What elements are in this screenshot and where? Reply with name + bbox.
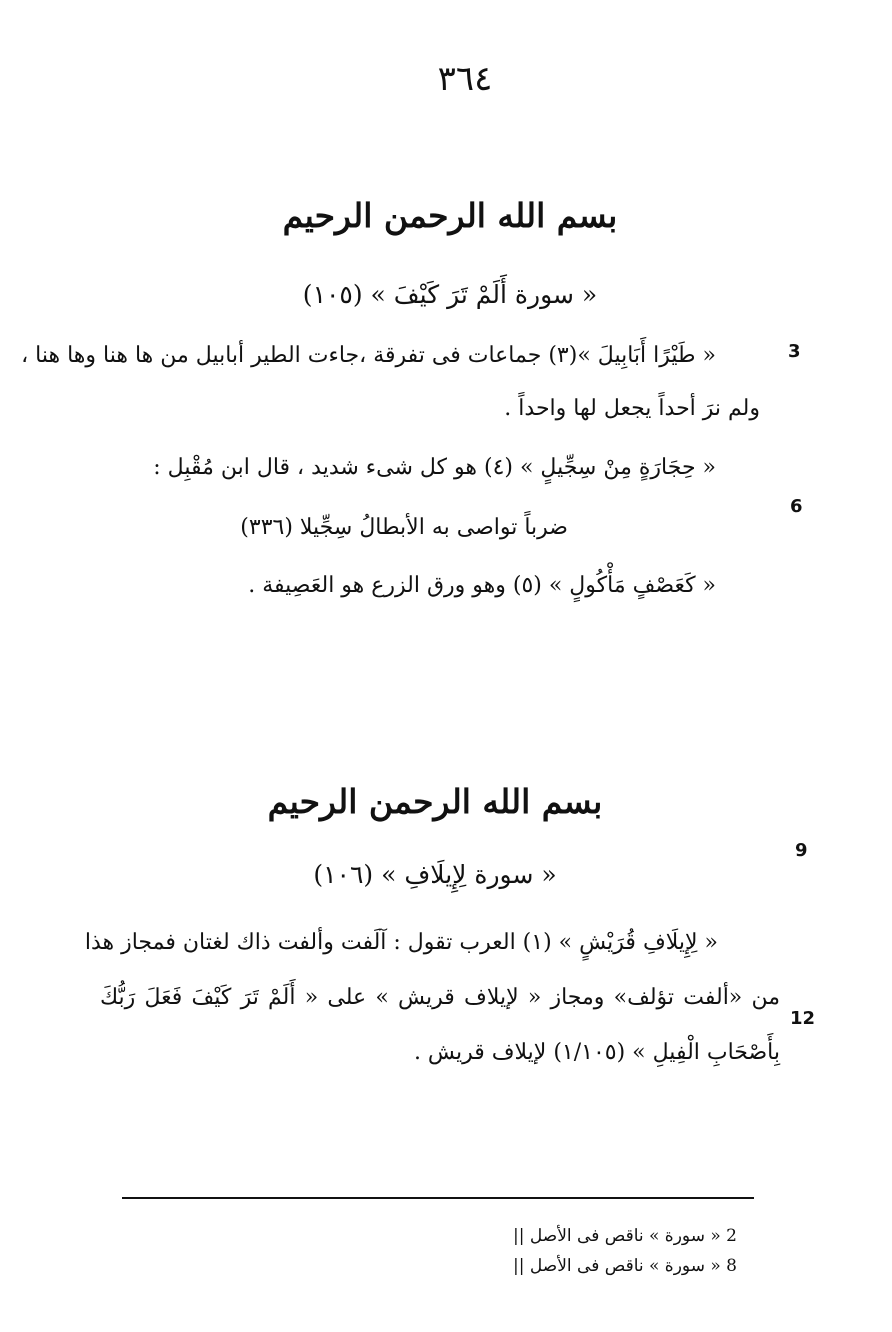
text-line: بِأَصْحَابِ الْفِيلِ » (١/١٠٥) لإيلاف قريش . xyxy=(413,1040,780,1065)
text-line: « حِجَارَةٍ مِنْ سِجِّيلٍ » (٤) هو كل شىء شديد ، قال ابن مُقْبِل : xyxy=(153,455,716,480)
line-number: 3 xyxy=(788,341,801,362)
text-line: ولم نرَ أحداً يجعل لها واحداً . xyxy=(504,396,760,421)
basmala-heading: بسم الله الرحمن الرحيم xyxy=(282,196,618,235)
footnote: 8 « سورة » ناقص فى الأصل || xyxy=(513,1256,737,1276)
footnote-divider xyxy=(122,1197,754,1199)
text-line: « كَعَصْفٍ مَأْكُولٍ » (٥) وهو ورق الزرع هو العَصِيفة . xyxy=(248,573,716,598)
text-line: من «ألفت تؤلف» ومجاز « لإيلاف قريش » على « أَلَمْ تَرَ كَيْفَ فَعَلَ رَبُّكَ xyxy=(100,985,780,1010)
page-number: ٣٦٤ xyxy=(437,59,493,99)
line-number: 6 xyxy=(790,496,803,517)
line-number: 9 xyxy=(795,840,808,861)
basmala-heading: بسم الله الرحمن الرحيم xyxy=(267,782,603,821)
surah-title: « سورة لِإِيلَافِ » (١٠٦) xyxy=(313,860,557,889)
text-line: « لِإِيلَافِ قُرَيْشٍ » (١) العرب تقول : آلَفت وألفت ذاك لغتان فمجاز هذا xyxy=(84,930,718,955)
footnote: 2 « سورة » ناقص فى الأصل || xyxy=(513,1226,737,1246)
verse-line: ضرباً تواصى به الأبطالُ سِجِّيلا (٣٣٦) xyxy=(240,515,568,540)
text-line: « طَيْرًا أَبَابِيلَ »(٣) جماعات فى تفرقة ،جاءت الطير أبابيل من ها هنا وها هنا ، xyxy=(21,343,716,368)
surah-title: « سورة أَلَمْ تَرَ كَيْفَ » (١٠٥) xyxy=(302,280,598,309)
line-number: 12 xyxy=(790,1008,816,1029)
